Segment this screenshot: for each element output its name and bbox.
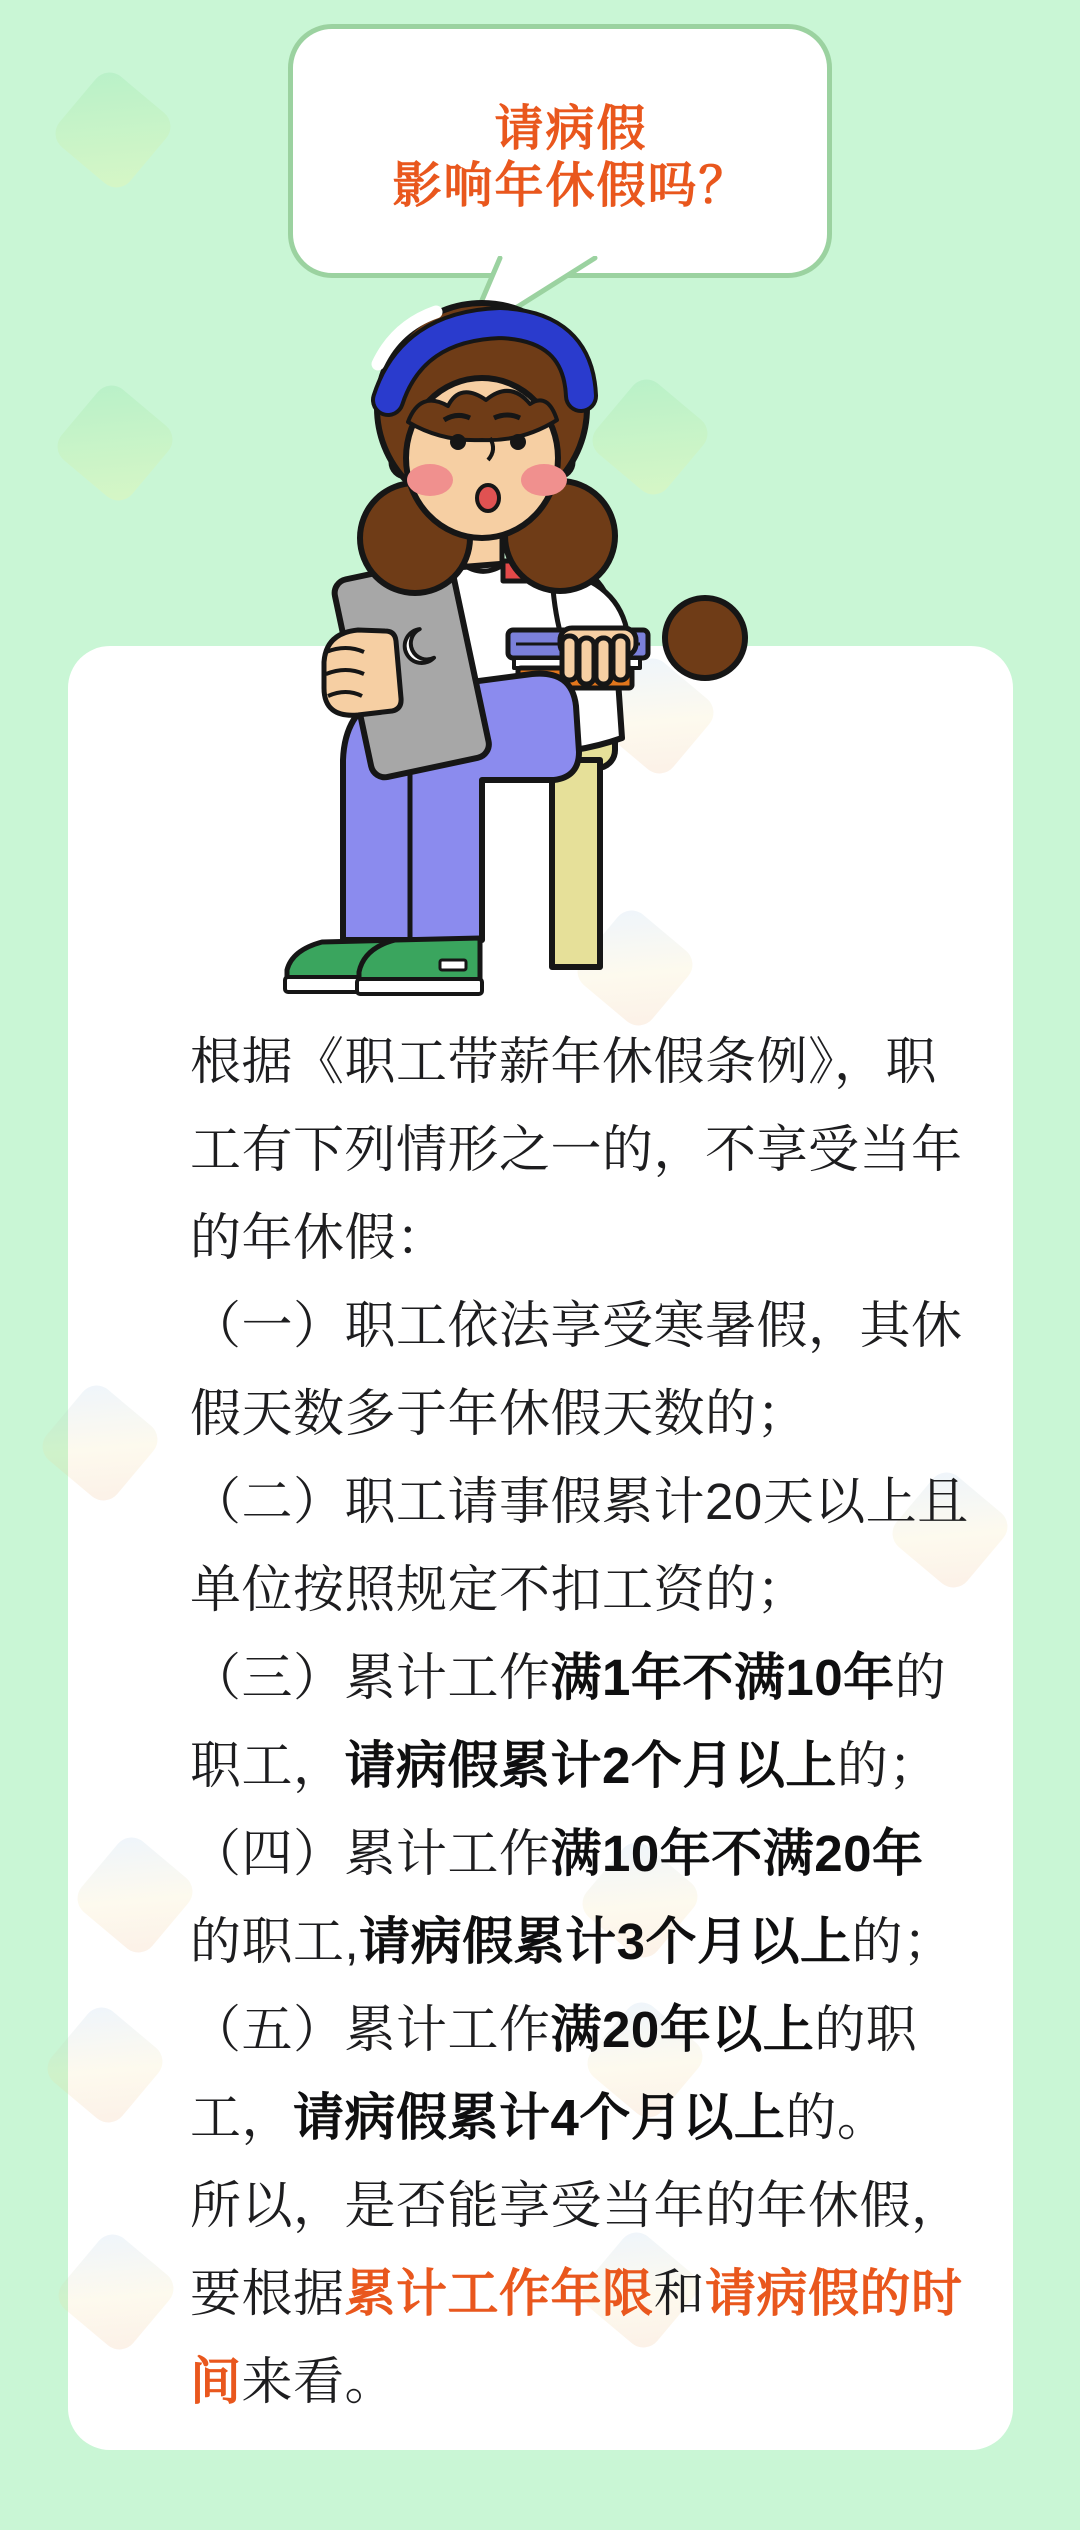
speech-bubble [288,24,832,278]
paragraph-line: （五）累计工作满20年以上的职 [190,2001,918,2058]
watermark-logo-icon [48,65,178,195]
paragraph-line: 职工，请病假累计2个月以上的； [190,1737,940,1794]
mouth [477,485,499,511]
paragraph-line: （三）累计工作满1年不满10年的 [190,1649,947,1706]
paragraph-line: 根据《职工带薪年休假条例》，职 [190,1033,938,1090]
paragraph-line: （二）职工请事假累计20天以上且 [190,1473,969,1530]
cheek-left [407,464,453,496]
paragraph-line: 所以，是否能享受当年的年休假， [190,2177,963,2234]
speech-bubble-text-line1: 请病假 [494,102,648,156]
paragraph-line: 单位按照规定不扣工资的； [190,1561,809,1618]
shoes-icon [285,938,482,994]
paragraph-line: （四）累计工作满10年不满20年 [190,1825,924,1882]
paragraph-line: 的年休假： [190,1209,448,1266]
paragraph-line: （一）职工依法享受寒暑假，其休 [190,1297,963,1354]
cheek-right [521,464,567,496]
illustration-woman-sitting [260,290,760,1020]
paragraph-line: 假天数多于年休假天数的； [190,1385,809,1442]
eye-right [510,434,526,450]
paragraph-line: 的职工,请病假累计3个月以上的； [190,1913,955,1970]
paragraph-line: 工，请病假累计4个月以上的。 [190,2089,889,2146]
paragraph-line: 间来看。 [190,2353,397,2410]
left-hand [560,628,636,684]
paragraph-line: 要根据累计工作年限和请病假的时 [190,2265,963,2322]
hair-bun [665,598,745,678]
watermark-logo-icon [50,378,180,508]
right-hand [324,630,401,715]
paragraph-line: 工有下列情形之一的，不享受当年 [190,1121,963,1178]
card-paragraph [190,1018,969,2426]
eye-left [450,434,466,450]
speech-bubble-text-line2: 影响年休假吗？ [392,159,750,213]
